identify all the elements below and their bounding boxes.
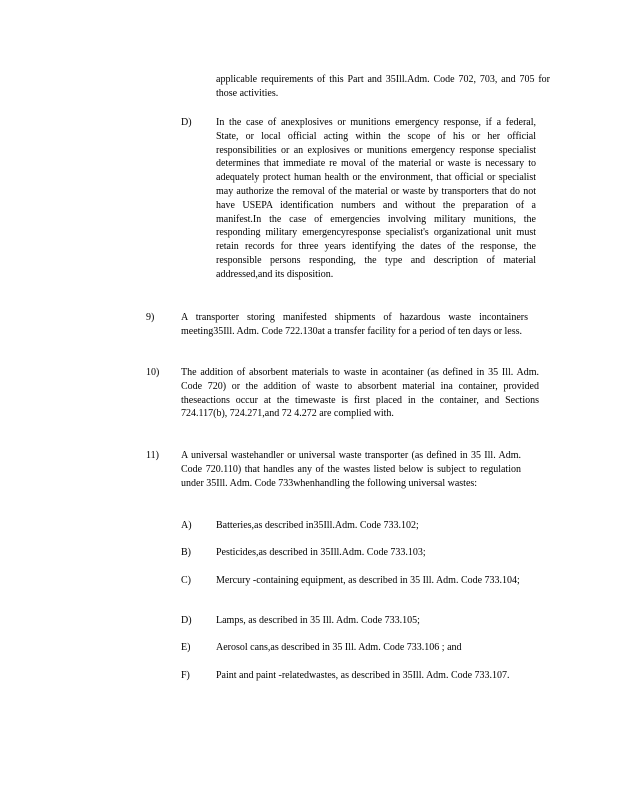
subitem-C-text: Mercury -containing equipment, as described in 35 Ill. Adm. Code 733.104;: [216, 575, 520, 586]
subitem-A-label: A): [181, 520, 192, 531]
item-11-label: 11): [146, 450, 159, 461]
item-D-paragraph: In the case of anexplosives or munitions emergency response, if a federal, State, or local official acting within the scope of his or her official responsibilities or an explosives or munitions emergency response specialist determines that immediate re moval of the material or waste is necessary to adequately protect human health or the environment, that official or specialist may authorize the removal of the material or waste by transporters that do not have USEPA identification numbers and without the preparation of a manifest.In the case of emergencies involving military munitions, the responding military emergencyresponse specialist's organizational unit must retain records for three years identifying the dates of the response, the responsible persons responding, the type and description of material addressed,and its disposition.: [216, 117, 536, 280]
subitem-B-label: B): [181, 547, 191, 558]
subitem-A-text: Batteries,as described in35Ill.Adm. Code 733.102;: [216, 520, 419, 531]
continuation-paragraph: applicable requirements of this Part and 35Ill.Adm. Code 702, 703, and 705 for those activities.: [216, 74, 550, 99]
item-9-label: 9): [146, 312, 155, 323]
subitem-B-text: Pesticides,as described in 35Ill.Adm. Code 733.103;: [216, 547, 426, 558]
item-10-label: 10): [146, 367, 160, 378]
subitem-E-text: Aerosol cans,as described in 35 Ill. Adm. Code 733.106 ; and: [216, 642, 462, 653]
subitem-F-label: F): [181, 670, 190, 681]
subitem-E-label: E): [181, 642, 191, 653]
item-10-paragraph: The addition of absorbent materials to waste in acontainer (as defined in 35 Ill. Adm. Code 720) or the addition of waste to absorbent material ina container, provided theseactions occur at the timewaste is first placed in the container, and Sections 724.117(b), 724.271,and 72 4.272 are complied with.: [181, 367, 539, 420]
subitem-D-label: D): [181, 615, 192, 626]
subitem-C-label: C): [181, 575, 191, 586]
item-D-label: D): [181, 117, 192, 128]
subitem-D-text: Lamps, as described in 35 Ill. Adm. Code 733.105;: [216, 615, 420, 626]
item-11-paragraph: A universal wastehandler or universal waste transporter (as defined in 35 Ill. Adm. Code 720.110) that handles any of the wastes listed below is subject to regulation under 35Ill. Adm. Code 733whenhandling the following universal wastes:: [181, 450, 521, 489]
item-9-paragraph: A transporter storing manifested shipments of hazardous waste incontainers meeting35Ill. Adm. Code 722.130at a transfer facility for a period of ten days or less.: [181, 312, 528, 337]
subitem-F-text: Paint and paint -relatedwastes, as described in 35Ill. Adm. Code 733.107.: [216, 670, 510, 681]
